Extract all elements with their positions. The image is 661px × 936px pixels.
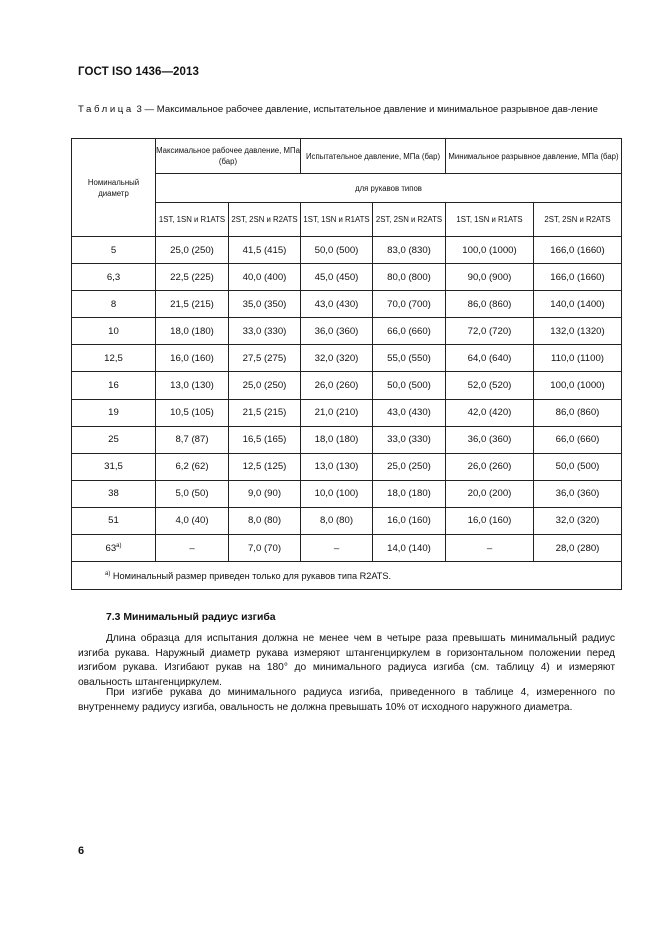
pressure-cell: 16,0 (160) <box>446 507 534 534</box>
pressure-cell: 166,0 (1660) <box>534 264 622 291</box>
subheader: 1ST, 1SN и R1ATS <box>301 203 373 237</box>
subheader: 1ST, 1SN и R1ATS <box>156 203 229 237</box>
pressure-cell: 55,0 (550) <box>373 345 446 372</box>
pressure-cell: 22,5 (225) <box>156 264 229 291</box>
pressure-cell: 66,0 (660) <box>373 318 446 345</box>
pressure-cell: 72,0 (720) <box>446 318 534 345</box>
nominal-diameter-cell: 25 <box>72 426 156 453</box>
pressure-cell: 32,0 (320) <box>534 507 622 534</box>
subheader: 2ST, 2SN и R2ATS <box>373 203 446 237</box>
nominal-diameter-cell: $63^{а)}$ <box>72 535 156 562</box>
pressure-cell: 35,0 (350) <box>229 291 301 318</box>
pressure-cell: 40,0 (400) <box>229 264 301 291</box>
table-row <box>72 453 622 480</box>
paragraph: При изгибе рукава до минимального радиуса изгиба, приведенного в таблице 4, измеренного по внутреннему радиусу изгиба, овальность не должна превышать 10% от исходного наружного диаметра. <box>78 687 615 713</box>
pressure-cell: 36,0 (360) <box>446 426 534 453</box>
footnote-row <box>72 562 622 590</box>
pressure-cell: 43,0 (430) <box>301 291 373 318</box>
pressure-cell: 8,0 (80) <box>301 507 373 534</box>
pressure-cell: 14,0 (140) <box>373 535 446 562</box>
pressure-cell: 13,0 (130) <box>301 453 373 480</box>
pressure-cell: 18,0 (180) <box>373 480 446 507</box>
pressure-cell: 13,0 (130) <box>156 372 229 399</box>
pressure-cell: 12,5 (125) <box>229 453 301 480</box>
for-hose-types: для рукавов типов <box>156 174 622 203</box>
pressure-cell: 140,0 (1400) <box>534 291 622 318</box>
pressure-cell: 28,0 (280) <box>534 535 622 562</box>
pressure-cell: 86,0 (860) <box>534 399 622 426</box>
document-header: ГОСТ ISO 1436—2013 <box>78 66 200 78</box>
pressure-cell: – <box>301 535 373 562</box>
paragraph: Длина образца для испытания должна не менее чем в четыре раза превышать минимальный радиус изгиба рукава. Наружный диаметр рукава измеряют штангенциркулем в горизонтальном положении перед изгибом рукава. Изгибают рукав на 180° до минимального радиуса изгиба (см. таблицу 4) и измеряют овальность штангенциркулем. <box>78 633 615 688</box>
table-footnote <box>72 562 622 590</box>
pressure-cell: 26,0 (260) <box>301 372 373 399</box>
pressure-cell: 27,5 (275) <box>229 345 301 372</box>
pressure-cell: 20,0 (200) <box>446 480 534 507</box>
pressure-cell: 41,5 (415) <box>229 237 301 264</box>
pressure-cell: 50,0 (500) <box>373 372 446 399</box>
pressure-cell: 9,0 (90) <box>229 480 301 507</box>
pressure-cell: 25,0 (250) <box>229 372 301 399</box>
table-row <box>72 372 622 399</box>
pressure-cell: 8,0 (80) <box>229 507 301 534</box>
pressure-cell: 166,0 (1660) <box>534 237 622 264</box>
table-row <box>72 318 622 345</box>
table-body <box>72 237 622 562</box>
pressure-cell: 10,0 (100) <box>301 480 373 507</box>
pressure-cell: 110,0 (1100) <box>534 345 622 372</box>
pressure-cell: 21,5 (215) <box>156 291 229 318</box>
table-row <box>72 345 622 372</box>
footnote-mark: а) <box>105 570 111 577</box>
pressure-cell: 16,5 (165) <box>229 426 301 453</box>
pressure-cell: 33,0 (330) <box>229 318 301 345</box>
footnote-text: Номинальный размер приведен только для рукавов типа R2ATS. <box>110 570 392 581</box>
table-row <box>72 507 622 534</box>
pressure-cell: 50,0 (500) <box>534 453 622 480</box>
table-row <box>72 237 622 264</box>
nominal-diameter-cell: 19 <box>72 399 156 426</box>
pressure-cell: 52,0 (520) <box>446 372 534 399</box>
pressure-cell: 8,7 (87) <box>156 426 229 453</box>
table-row <box>72 264 622 291</box>
pressure-cell: 132,0 (1320) <box>534 318 622 345</box>
caption-number: 3 <box>136 104 142 115</box>
subheader: 2ST, 2SN и R2ATS <box>229 203 301 237</box>
page-number: 6 <box>78 845 85 857</box>
header-row-groups <box>72 139 622 174</box>
pressure-cell: 25,0 (250) <box>156 237 229 264</box>
group-test-pressure: Испытательное давление, МПа (бар) <box>301 139 446 174</box>
pressure-cell: 70,0 (700) <box>373 291 446 318</box>
subheader: 2ST, 2SN и R2ATS <box>534 203 622 237</box>
nominal-diameter-cell: 51 <box>72 507 156 534</box>
subheader: 1ST, 1SN и R1ATS <box>446 203 534 237</box>
pressure-cell: 32,0 (320) <box>301 345 373 372</box>
pressure-cell: – <box>446 535 534 562</box>
nominal-diameter-cell: 12,5 <box>72 345 156 372</box>
nominal-diameter-cell: 8 <box>72 291 156 318</box>
nominal-diameter-cell: 16 <box>72 372 156 399</box>
table-row <box>72 291 622 318</box>
pressure-cell: – <box>156 535 229 562</box>
nominal-diameter-cell: 5 <box>72 237 156 264</box>
pressure-cell: 18,0 (180) <box>301 426 373 453</box>
group-burst-pressure: Минимальное разрывное давление, МПа (бар) <box>446 139 622 174</box>
table-row <box>72 426 622 453</box>
pressure-cell: 66,0 (660) <box>534 426 622 453</box>
pressure-cell: 90,0 (900) <box>446 264 534 291</box>
pressure-cell: 10,5 (105) <box>156 399 229 426</box>
pressure-table <box>71 138 622 590</box>
section-heading: 7.3 Минимальный радиус изгиба <box>106 612 276 623</box>
table-row <box>72 399 622 426</box>
pressure-cell: 86,0 (860) <box>446 291 534 318</box>
pressure-cell: 4,0 (40) <box>156 507 229 534</box>
pressure-cell: 33,0 (330) <box>373 426 446 453</box>
pressure-cell: 6,2 (62) <box>156 453 229 480</box>
pressure-cell: 21,5 (215) <box>229 399 301 426</box>
nominal-diameter-cell: 38 <box>72 480 156 507</box>
pressure-cell: 36,0 (360) <box>534 480 622 507</box>
table-row <box>72 480 622 507</box>
pressure-cell: 43,0 (430) <box>373 399 446 426</box>
nominal-diameter-cell: 6,3 <box>72 264 156 291</box>
caption-text: — Максимальное рабочее давление, испытательное давление и минимальное разрывное дав-ление <box>141 104 598 115</box>
pressure-cell: 16,0 (160) <box>373 507 446 534</box>
pressure-cell: 50,0 (500) <box>301 237 373 264</box>
pressure-cell: 25,0 (250) <box>373 453 446 480</box>
caption-label: Таблица <box>78 104 134 115</box>
pressure-cell: 45,0 (450) <box>301 264 373 291</box>
pressure-cell: 83,0 (830) <box>373 237 446 264</box>
pressure-cell: 36,0 (360) <box>301 318 373 345</box>
pressure-cell: 16,0 (160) <box>156 345 229 372</box>
pressure-cell: 64,0 (640) <box>446 345 534 372</box>
pressure-cell: 100,0 (1000) <box>446 237 534 264</box>
pressure-cell: 80,0 (800) <box>373 264 446 291</box>
pressure-cell: 42,0 (420) <box>446 399 534 426</box>
pressure-cell: 21,0 (210) <box>301 399 373 426</box>
pressure-cell: 26,0 (260) <box>446 453 534 480</box>
col-nominal-diameter: Номинальный диаметр <box>72 139 156 237</box>
pressure-cell: 7,0 (70) <box>229 535 301 562</box>
row-footnote-mark: а) <box>116 542 122 549</box>
nominal-diameter-cell: 10 <box>72 318 156 345</box>
table-caption <box>78 104 616 116</box>
pressure-cell: 100,0 (1000) <box>534 372 622 399</box>
group-max-working-pressure: Максимальное рабочее давление, МПа (бар) <box>156 139 301 174</box>
table-row <box>72 535 622 562</box>
nominal-diameter-cell: 31,5 <box>72 453 156 480</box>
pressure-cell: 18,0 (180) <box>156 318 229 345</box>
pressure-cell: 5,0 (50) <box>156 480 229 507</box>
